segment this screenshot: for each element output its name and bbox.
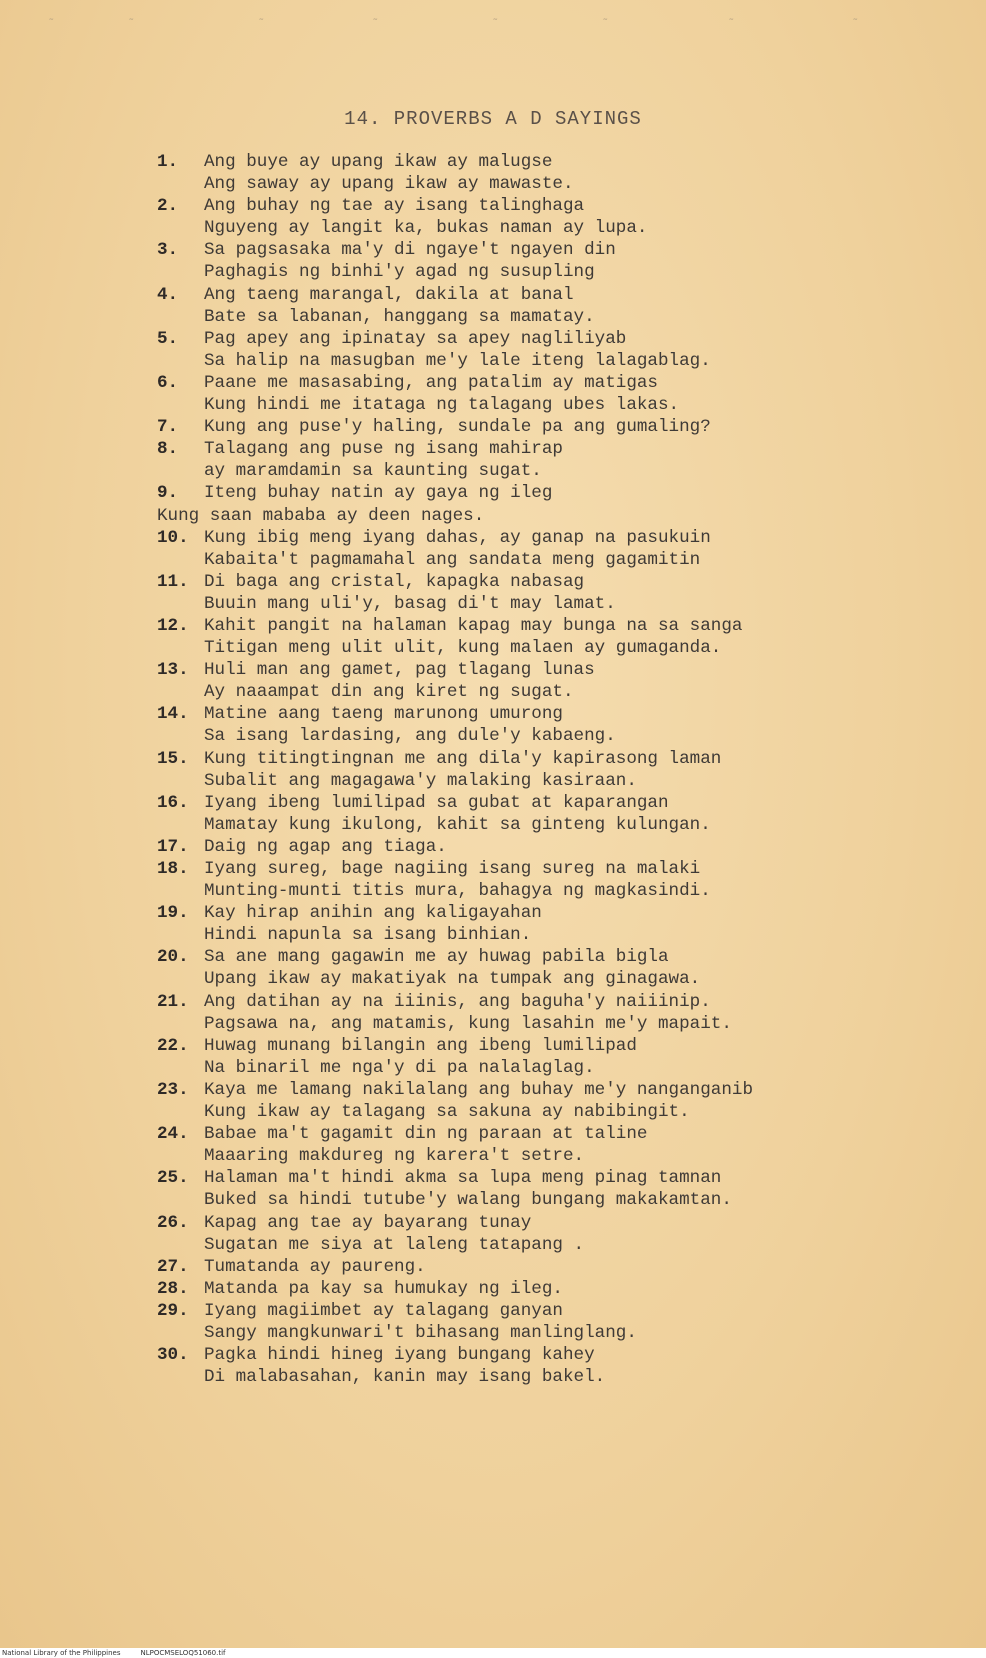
proverb-number: 19. <box>157 903 189 924</box>
proverb-item <box>157 328 753 372</box>
proverb-line: Hindi napunla sa isang binhian. <box>204 925 532 946</box>
proverb-item <box>157 527 753 571</box>
proverb-number: 26. <box>157 1212 189 1233</box>
scan-mark: ˜ <box>372 18 379 30</box>
proverb-line: Tumatanda ay paureng. <box>204 1256 426 1277</box>
proverb-line: Matanda pa kay sa humukay ng ileg. <box>204 1278 563 1299</box>
proverb-line: Paghagis ng binhi'y agad ng susupling <box>204 262 595 283</box>
proverb-number: 10. <box>157 527 189 548</box>
proverb-item <box>157 703 753 747</box>
proverb-item <box>157 1079 753 1123</box>
proverb-item <box>157 1167 753 1211</box>
proverb-line: Kung saan mababa ay deen nages. <box>157 505 485 526</box>
proverb-number: 4. <box>157 284 179 305</box>
proverb-line: Huwag munang bilangin ang ibeng lumilipad <box>204 1035 637 1056</box>
proverb-item <box>157 284 753 328</box>
proverb-number: 24. <box>157 1124 189 1145</box>
proverb-line: Na binaril me nga'y di pa nalalaglag. <box>204 1057 595 1078</box>
proverb-line: Di baga ang cristal, kapagka nabasag <box>204 571 585 592</box>
proverb-line: Kung ang puse'y haling, sundale pa ang gumaling? <box>204 417 711 438</box>
proverb-line: Iyang ibeng lumilipad sa gubat at kaparangan <box>204 792 669 813</box>
proverb-line: Kay hirap anihin ang kaligayahan <box>204 903 542 924</box>
proverb-line: Pagsawa na, ang matamis, kung lasahin me'y mapait. <box>204 1013 732 1034</box>
proverb-item <box>157 991 753 1035</box>
proverb-number: 23. <box>157 1079 189 1100</box>
proverb-line: Kabaita't pagmamahal ang sandata meng gagamitin <box>204 549 701 570</box>
proverb-number: 3. <box>157 240 179 261</box>
proverb-number: 16. <box>157 792 189 813</box>
proverb-item <box>157 482 753 526</box>
proverb-line: ay maramdamin sa kaunting sugat. <box>204 461 542 482</box>
proverb-number: 6. <box>157 372 179 393</box>
proverb-item <box>157 792 753 836</box>
proverb-number: 2. <box>157 196 179 217</box>
proverb-item <box>157 1344 753 1388</box>
proverb-line: Iyang sureg, bage nagiing isang sureg na malaki <box>204 859 701 879</box>
scan-mark: ˜ <box>128 18 135 30</box>
proverb-number: 22. <box>157 1035 189 1056</box>
proverb-line: Talagang ang puse ng isang mahirap <box>204 439 563 460</box>
proverb-line: Kahit pangit na halaman kapag may bunga na sa sanga <box>204 615 743 636</box>
proverb-line: Sa ane mang gagawin me ay huwag pabila bigla <box>204 947 669 968</box>
proverb-item <box>157 615 753 659</box>
proverb-number: 17. <box>157 836 189 857</box>
proverb-item <box>157 1256 753 1278</box>
proverb-line: Ang taeng marangal, dakila at banal <box>204 284 574 305</box>
proverb-line: Sa isang lardasing, ang dule'y kabaeng. <box>204 726 616 747</box>
proverb-line: Kung hindi me itataga ng talagang ubes lakas. <box>204 395 680 416</box>
proverb-number: 9. <box>157 483 179 504</box>
proverb-number: 30. <box>157 1345 189 1366</box>
footer-file: NLPOCMSELOQ51060.tif <box>140 1649 226 1657</box>
proverb-line: Upang ikaw ay makatiyak na tumpak ang ginagawa. <box>204 969 701 990</box>
proverb-line: Matine aang taeng marunong umurong <box>204 704 563 725</box>
footer-institution: National Library of the Philippines <box>2 1649 121 1657</box>
scan-mark: ˜ <box>602 18 609 30</box>
scan-mark: ˜ <box>492 18 499 30</box>
proverb-line: Titigan meng ulit ulit, kung malaen ay gumaganda. <box>204 638 722 659</box>
proverb-item <box>157 1123 753 1167</box>
proverb-item <box>157 438 753 482</box>
proverb-number: 21. <box>157 991 189 1012</box>
proverb-line: Nguyeng ay langit ka, bukas naman ay lupa. <box>204 218 648 239</box>
proverb-line: Kaya me lamang nakilalang ang buhay me'y nanganganib <box>204 1079 754 1100</box>
proverb-item <box>157 1278 753 1300</box>
proverb-line: Halaman ma't hindi akma sa lupa meng pinag tamnan <box>204 1168 722 1189</box>
proverb-line: Sangy mangkunwari't bihasang manlinglang. <box>204 1322 637 1343</box>
proverb-line: Kapag ang tae ay bayarang tunay <box>204 1212 532 1233</box>
proverb-number: 14. <box>157 704 189 725</box>
proverb-number: 13. <box>157 660 189 681</box>
proverb-line: Pag apey ang ipinatay sa apey nagliliyab <box>204 328 627 349</box>
proverb-item <box>157 151 753 195</box>
proverb-number: 25. <box>157 1168 189 1189</box>
proverb-line: Buked sa hindi tutube'y walang bungang makakamtan. <box>204 1190 732 1211</box>
proverb-item <box>157 946 753 990</box>
proverb-line: Kung titingtingnan me ang dila'y kapirasong laman <box>204 748 722 769</box>
proverb-number: 5. <box>157 328 179 349</box>
proverb-line: Huli man ang gamet, pag tlagang lunas <box>204 660 595 681</box>
scan-mark: ˜ <box>258 18 265 30</box>
proverb-line: Sugatan me siya at laleng tatapang . <box>204 1234 585 1255</box>
proverb-line: Kung ikaw ay talagang sa sakuna ay nabibingit. <box>204 1102 690 1123</box>
proverb-line: Babae ma't gagamit din ng paraan at taline <box>204 1124 648 1145</box>
scan-mark: ˜ <box>728 18 735 30</box>
proverb-line: Iyang magiimbet ay talagang ganyan <box>204 1300 563 1321</box>
proverb-item <box>157 1035 753 1079</box>
proverb-item <box>157 372 753 416</box>
proverb-item <box>157 1300 753 1344</box>
proverb-item <box>157 239 753 283</box>
proverb-item <box>157 659 753 703</box>
proverb-number: 11. <box>157 571 189 592</box>
page-title: 14. PROVERBS A D SAYINGS <box>344 108 642 130</box>
proverb-line: Di malabasahan, kanin may isang bakel. <box>204 1367 606 1388</box>
proverb-item <box>157 858 753 902</box>
scan-footer <box>0 1648 986 1658</box>
proverb-line: Pagka hindi hineg iyang bungang kahey <box>204 1345 595 1366</box>
proverb-line: Sa halip na masugban me'y lale iteng lalagablag. <box>204 350 711 371</box>
proverb-item <box>157 902 753 946</box>
proverb-number: 27. <box>157 1256 189 1277</box>
scan-mark: ˜ <box>48 18 55 30</box>
proverb-number: 1. <box>157 152 179 172</box>
proverb-line: Kung ibig meng iyang dahas, ay ganap na pasukuin <box>204 527 711 548</box>
proverb-line: Iteng buhay natin ay gaya ng ileg <box>204 483 553 504</box>
proverb-number: 20. <box>157 947 189 968</box>
proverb-number: 29. <box>157 1300 189 1321</box>
proverb-line: Munting-munti titis mura, bahagya ng magkasindi. <box>204 881 711 902</box>
proverb-number: 12. <box>157 615 189 636</box>
proverb-line: Subalit ang magagawa'y malaking kasiraan. <box>204 770 637 791</box>
proverb-line: Sa pagsasaka ma'y di ngaye't ngayen din <box>204 240 616 261</box>
proverb-line: Mamatay kung ikulong, kahit sa ginteng kulungan. <box>204 814 711 835</box>
proverb-line: Daig ng agap ang tiaga. <box>204 836 447 857</box>
proverb-line: Maaaring makdureg ng karera't setre. <box>204 1146 585 1167</box>
proverb-list <box>157 151 753 1388</box>
proverb-line: Bate sa labanan, hanggang sa mamatay. <box>204 306 595 327</box>
proverb-item <box>157 836 753 858</box>
proverb-item <box>157 1212 753 1256</box>
proverb-number: 18. <box>157 859 189 879</box>
proverb-line: Ang buye ay upang ikaw ay malugse <box>204 152 553 172</box>
proverb-line: Paane me masasabing, ang patalim ay matigas <box>204 372 658 393</box>
proverb-number: 28. <box>157 1278 189 1299</box>
proverb-line: Ang saway ay upang ikaw ay mawaste. <box>204 174 574 195</box>
proverb-line: Ang datihan ay na iiinis, ang baguha'y naiiinip. <box>204 991 711 1012</box>
scan-mark: ˜ <box>852 18 859 30</box>
proverb-line: Buuin mang uli'y, basag di't may lamat. <box>204 593 616 614</box>
proverb-line: Ang buhay ng tae ay isang talinghaga <box>204 196 585 217</box>
proverb-number: 15. <box>157 748 189 769</box>
proverb-item <box>157 571 753 615</box>
proverb-number: 7. <box>157 417 179 438</box>
proverb-item <box>157 195 753 239</box>
proverb-item <box>157 748 753 792</box>
proverb-line: Ay naaampat din ang kiret ng sugat. <box>204 682 574 703</box>
proverb-number: 8. <box>157 439 179 460</box>
proverb-item <box>157 416 753 438</box>
